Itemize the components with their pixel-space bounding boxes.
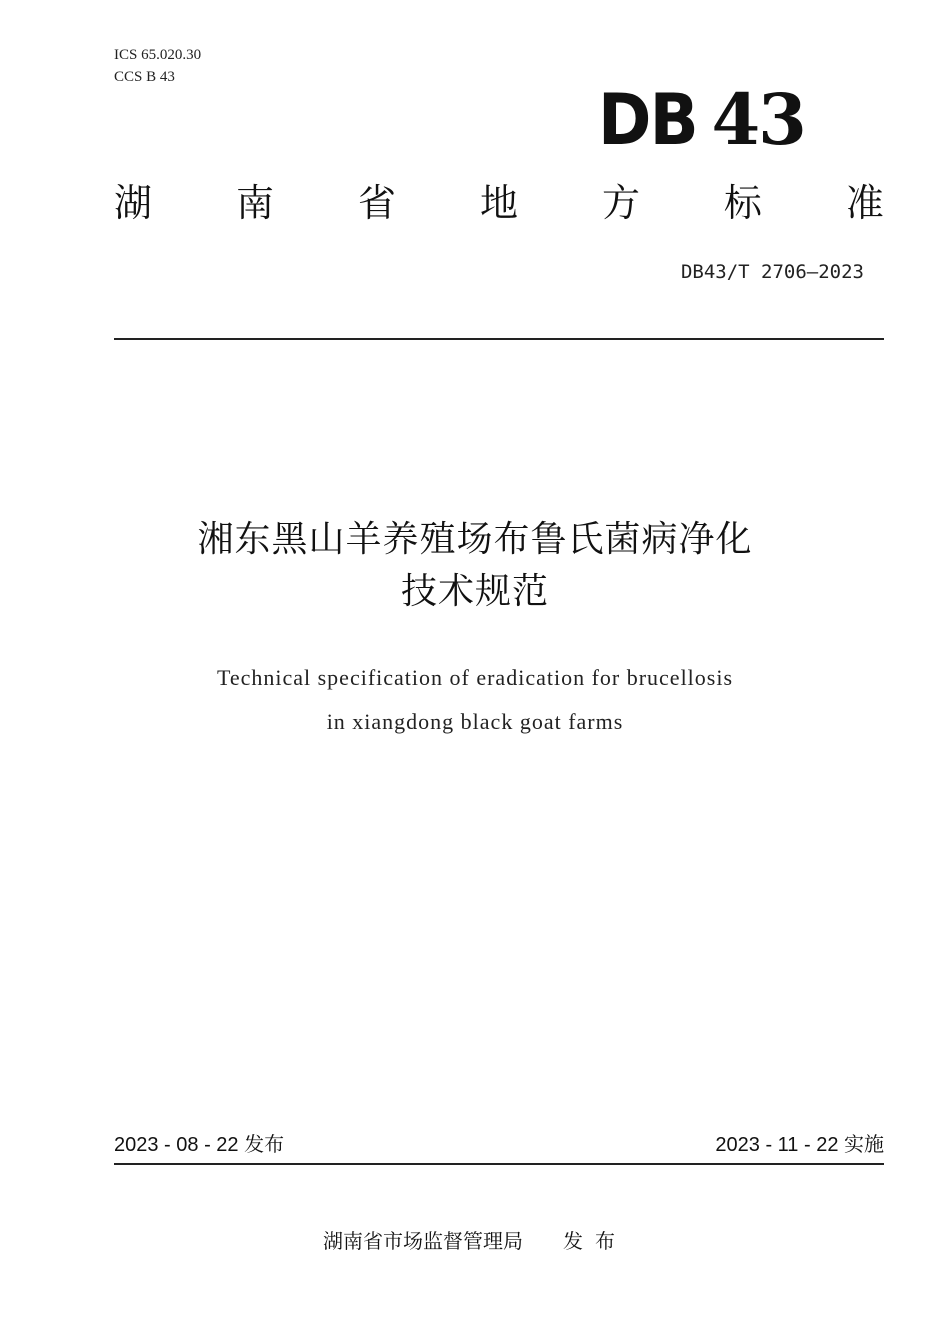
standard-type-char: 方 bbox=[601, 181, 640, 225]
english-title bbox=[0, 656, 950, 744]
standard-type-char: 地 bbox=[479, 181, 518, 225]
standard-number: DB43/T 2706—2023 bbox=[680, 261, 864, 283]
standard-type-title bbox=[114, 178, 884, 228]
standard-type-char: 湖 bbox=[114, 181, 153, 225]
logo-number: 43 bbox=[711, 78, 805, 161]
chinese-title-line-2: 技术规范 bbox=[400, 571, 549, 612]
standard-type-char: 省 bbox=[357, 181, 396, 225]
logo-letters: DB bbox=[598, 79, 697, 161]
classification-codes bbox=[114, 44, 201, 88]
publisher-line bbox=[0, 1226, 950, 1256]
chinese-title bbox=[0, 514, 950, 618]
standard-type-char: 准 bbox=[845, 181, 884, 225]
standard-type-char: 标 bbox=[723, 181, 762, 225]
english-title-line-2: in xiangdong black goat farms bbox=[326, 709, 624, 734]
english-title-line-1: Technical specification of eradication for brucellosis bbox=[216, 665, 734, 690]
issue-date: 2023 - 08 - 22 发布 bbox=[114, 1134, 285, 1156]
bottom-divider bbox=[114, 1163, 884, 1165]
publisher-name: 湖南省市场监督管理局 bbox=[323, 1229, 523, 1253]
implementation-date: 2023 - 11 - 22 实施 bbox=[715, 1134, 884, 1156]
db43-logo bbox=[598, 78, 805, 161]
chinese-title-line-1: 湘东黑山羊养殖场布鲁氏菌病净化 bbox=[197, 519, 753, 560]
publisher-action: 发布 bbox=[563, 1229, 627, 1253]
standard-type-char: 南 bbox=[235, 181, 274, 225]
ccs-code: CCS B 43 bbox=[114, 69, 175, 85]
top-divider bbox=[114, 338, 884, 340]
ics-code: ICS 65.020.30 bbox=[114, 47, 202, 63]
